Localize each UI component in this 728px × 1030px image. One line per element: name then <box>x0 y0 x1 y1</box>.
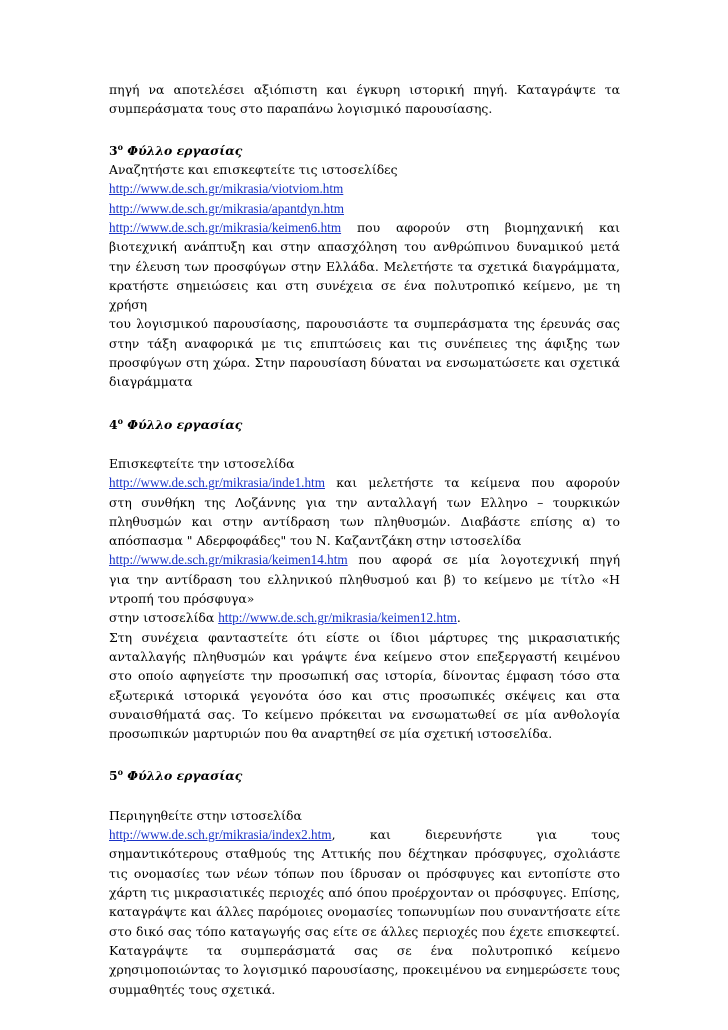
link-inde1[interactable]: http://www.de.sch.gr/mikrasia/inde1.htm <box>109 475 325 491</box>
link-viotviom[interactable]: http://www.de.sch.gr/mikrasia/viotviom.htm <box>109 181 344 197</box>
link-index2[interactable]: http://www.de.sch.gr/mikrasia/index2.htm <box>109 827 332 843</box>
text-line: συμπεράσματα τους στο παραπάνω λογισμικό παρουσίασης. <box>109 101 493 117</box>
sheet5-heading: $5^o$ Φύλλο εργασίας <box>109 767 243 784</box>
link-keimen14[interactable]: http://www.de.sch.gr/mikrasia/keimen14.htm <box>109 552 348 568</box>
link-apantdyn[interactable]: http://www.de.sch.gr/mikrasia/apantdyn.htm <box>109 200 345 216</box>
text-line: πηγή να αποτελέσει αξιόπιστη και έγκυρη ιστορική πηγή. Καταγράψτε τα <box>109 82 620 97</box>
sheet4-paragraph: Επισκεφτείτε την ιστοσελίδα http://www.de.sch.gr/mikrasia/inde1.htm και μελετήστε τα κείμενα που αφορούν στη συνθήκη της Λοζάννης για την ανταλλαγή των Ελληνο – τουρκικών πληθυσμών και στην αντίδραση των πληθυσμών. Διαβάστε επίσης α) το απόσπασμα " Αδερφοφάδες" του Ν. Καζαντζάκη στην ιστοσελίδα http://www.de.sch.gr/mikrasia/keimen14.htm που αφορά σε μία λογοτεχνική πηγή για την αντίδραση του ελληνικού πληθυσμού και β) το κείμενο με τίτλο «Η ντροπή του πρόσφυγα» στην ιστοσελίδα http://www.de.sch.gr/mikrasia/keimen12.htm. Στη συνέχεια φανταστείτε ότι είστε οι ίδιοι μάρτυρες της μικρασιατικής ανταλλαγής πληθυσμών και γράψτε ένα κείμενο στον επεξεργαστή κειμένου στο οποίο αφηγείστε την προσωπική σας ιστορία, δίνοντας έμφαση τόσο στα εξωτερικά ιστορικά γεγονότα όσο και στις προσωπικές σκέψεις και στα συναισθήματά σας. Το κείμενο πρόκειται να ενσωματωθεί σε μία ανθολογία προσωπικών μαρτυριών που θα αναρτηθεί σε μία σχετική ιστοσελίδα. <box>109 456 620 742</box>
intro-paragraph <box>109 80 620 119</box>
sheet3-paragraph: Αναζητήστε και επισκεφτείτε τις ιστοσελίδες http://www.de.sch.gr/mikrasia/viotviom.htm http://www.de.sch.gr/mikrasia/apantdyn.htm http://www.de.sch.gr/mikrasia/keimen6.htm που αφορούν στη βιομηχανική και βιοτεχνική ανάπτυξη και στην απασχόληση του ανθρώπινου δυναμικού μετά την έλευση των προσφύγων στην Ελλάδα. Μελετήστε τα σχετικά διαγράμματα, κρατήστε σημειώσεις και στη συνέχεια σε ένα πολυτροπικό κείμενο, με τη χρήση του λογισμικού παρουσίασης, παρουσιάστε τα συμπεράσματα της έρευνάς σας στην τάξη αναφορικά με τις επιπτώσεις και τις συνέπειες της άφιξης των προσφύγων στη χώρα. Στην παρουσίαση δύναται να ενσωματώσετε και σχετικά διαγράμματα <box>109 162 620 390</box>
link-keimen6[interactable]: http://www.de.sch.gr/mikrasia/keimen6.htm <box>109 219 342 235</box>
text-line: Αναζητήστε και επισκεφτείτε τις ιστοσελίδες <box>109 162 398 178</box>
sheet5-paragraph: Περιηγηθείτε στην ιστοσελίδα http://www.de.sch.gr/mikrasia/index2.htm, και διερευνήστε για τους σημαντικότερους σταθμούς της Αττικής που δέχτηκαν πρόσφυγες, σχολιάστε τις ονομασίες των νέων τόπων που ίδρυσαν οι πρόσφυγες και εντοπίστε στο χάρτη τις μικρασιατικές περιοχές από όπου προέρχονταν οι πρόσφυγες. Επίσης, καταγράψτε και άλλες παρόμοιες ονομασίες τοπωνυμίων που συναντήσατε είτε στο δικό σας τόπο καταγωγής σας είτε σε άλλες περιοχές που έχετε επισκεφτεί. Καταγράψτε τα συμπεράσματά σας σε ένα πολυτροπικό κείμενο χρησιμοποιώντας το λογισμικό παρουσίασης, προκειμένου να ενημερώσετε τους συμμαθητές τους σχετικά. <box>109 807 620 997</box>
link-keimen12[interactable]: http://www.de.sch.gr/mikrasia/keimen12.htm <box>218 610 457 626</box>
sheet4-heading: $4^o$ Φύλλο εργασίας <box>109 415 243 432</box>
sheet3-heading: $3^o$ Φύλλο εργασίας <box>109 141 243 158</box>
